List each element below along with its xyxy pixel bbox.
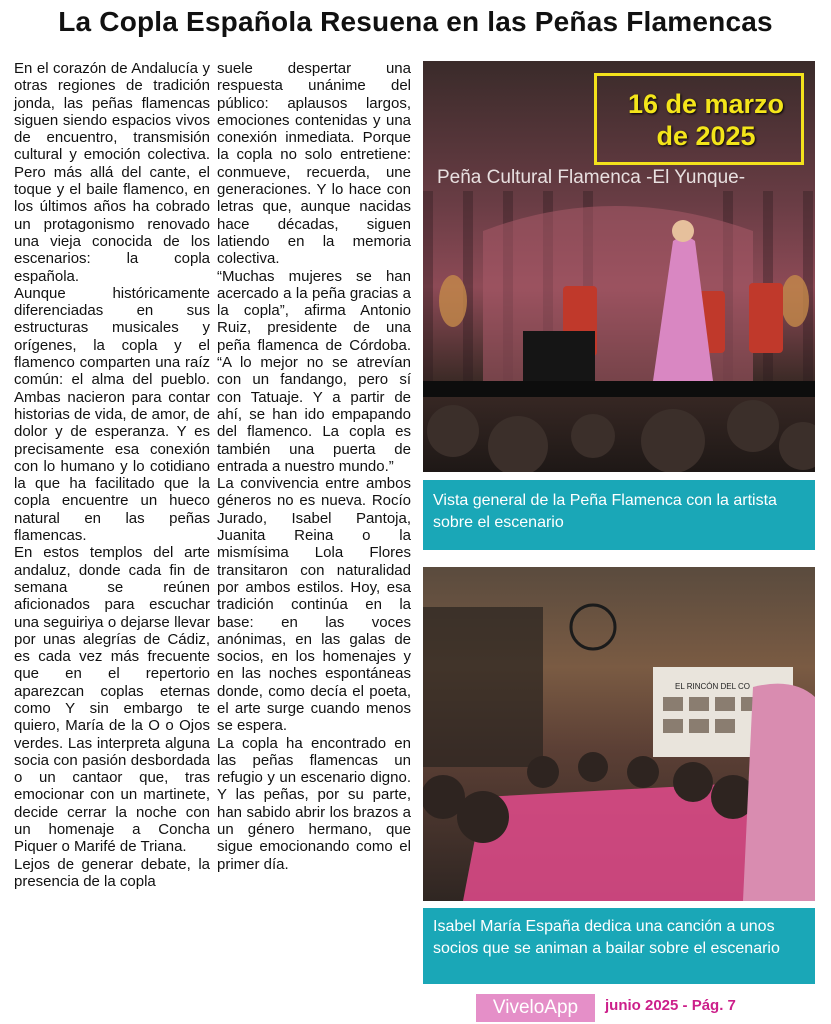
date-line-2: de 2025 [656, 121, 756, 151]
paragraph: Aunque históricamente diferenciadas en sus estructuras musicales y orígenes, la copla y el flamenco comparten una raíz común: el alma del pueblo. Ambas nacieron para contar historias de vida, de amor, de dolor y de esperanza. Y es precisamente esa conexión con lo humano y lo cotidiano la que ha facilitado que la copla encuentre un hueco natural en las peñas flamencas. [14, 284, 210, 545]
dining-scene [423, 567, 815, 901]
paragraph: En estos templos del arte andaluz, donde cada fin de semana se reúnen aficionados para escuchar una seguiriya o dejarse llevar por unas alegrías de Cádiz, es cada vez más frecuente que en el repertorio aparezcan coplas eternas como Y sin embargo te quiero, María de la O o Ojos verdes. Las interpreta alguna socia con pasión desbordada o un cantaor que, tras emocionar con un martinete, decide cerrar la noche con un homenaje a Concha Piquer o Marifé de Triana. [14, 544, 210, 856]
photo-caption-1: Vista general de la Peña Flamenca con la artista sobre el escenario [423, 480, 815, 550]
stage-floor [423, 381, 815, 397]
dining-photo [423, 567, 815, 901]
singer-head [672, 220, 694, 242]
stage-photo [423, 61, 815, 472]
guitar-left [439, 275, 467, 327]
vivelo-logo: ViveloApp [476, 994, 595, 1022]
article-title: La Copla Española Resuena en las Peñas Flamencas [58, 6, 773, 37]
audience [427, 400, 815, 472]
chandelier [571, 605, 615, 649]
text-column-2 [217, 60, 411, 873]
wall-poster [423, 607, 543, 767]
photo-caption-2: Isabel María España dedica una canción a unos socios que se animan a bailar sobre el escenario [423, 908, 815, 984]
date-line-1: 16 de marzo [627, 89, 785, 119]
paragraph: Lejos de generar debate, la presencia de la copla [14, 855, 210, 890]
paragraph: La copla ha encontrado en las peñas flamencas un refugio y un escenario digno. Y las peñas, por su parte, han sabido abrir los brazos a un género hermano, que sigue emocionando como el primer día. [217, 734, 411, 873]
paragraph: “Muchas mujeres se han acercado a la peña gracias a la copla”, afirma Antonio Ruiz, presidente de una peña flamenca de Córdoba. “A lo mejor no se atrevían con un fandango, pero sí con Tatuaje. Y a partir de ahí, se han ido empapando del flamenco. La copla es también una puerta de entrada a nuestro mundo.” [217, 267, 411, 475]
issue-page: junio 2025 - Pág. 7 [605, 997, 736, 1014]
guitar-right [781, 275, 809, 327]
paragraph: En el corazón de Andalucía y otras regiones de tradición jonda, las peñas flamencas siguen siendo espacios vivos de encuentro, transmisión cultural y emoción colectiva. Pero más allá del cante, el toque y el baile flamenco, en los últimos años ha cobrado un protagonismo renovado una vieja conocida de los escenarios: la copla española. [14, 60, 210, 285]
paragraph: La convivencia entre ambos géneros no es nueva. Rocío Jurado, Isabel Pantoja, Juanita Reina o la mismísima Lola Flores transitaron con naturalidad por ambos estilos. Hoy, esa tradición continúa en la base: en las voces anónimas, en las galas de socios, en los homenajes y en las noches espontáneas donde, como decía el poeta, el arte surge cuando menos se espera. [217, 475, 411, 735]
wall-sign: EL RINCÓN DEL CO [675, 682, 750, 691]
text-column-1 [14, 60, 210, 890]
stage-speaker [523, 331, 595, 387]
paragraph: suele despertar una respuesta unánime del público: aplausos largos, emociones contenidas y una conexión inmediata. Porque la copla no solo entretiene: conmueve, recuerda, une generaciones. Y lo hace con letras que, aunque nacidas hace décadas, siguen latiendo en la memoria colectiva. [217, 60, 411, 268]
singer-figure [743, 684, 815, 901]
venue-banner: Peña Cultural Flamenca -El Yunque- [437, 167, 746, 188]
red-chair [749, 283, 783, 353]
date-box [594, 73, 804, 165]
